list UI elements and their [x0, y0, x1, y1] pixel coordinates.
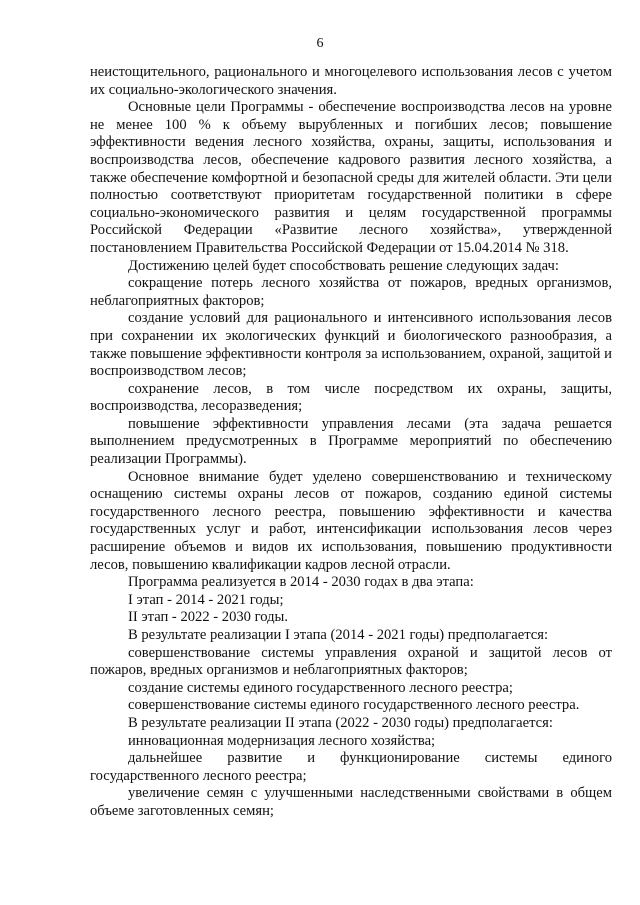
- paragraph-tasks-intro: Достижению целей будет способствовать решение следующих задач:: [128, 257, 559, 274]
- paragraph-stage-1-result-2: создание системы единого государственного лесного реестра;: [128, 679, 513, 696]
- paragraph-stage-2-result-3: увеличение семян с улучшенными наследственными свойствами в общем объеме заготовленных семян;: [90, 785, 612, 819]
- paragraph-task-2: создание условий для рационального и интенсивного использования лесов при сохранении их экологических функций и биологического разнообразия, а также повышение эффективности контроля за использованием, охраной, защитой и воспроизводством лесов;: [90, 310, 612, 380]
- paragraph-continuation: неистощительного, рационального и многоцелевого использования лесов с учетом их социально-экологического значения.: [90, 64, 612, 98]
- paragraph-stage-2-result-2: дальнейшее развитие и функционирование системы единого государственного лесного реестра;: [90, 750, 612, 784]
- paragraph-goals: Основные цели Программы - обеспечение воспроизводства лесов на уровне не менее 100 % к объему вырубленных и погибших лесов; повышение эффективности ведения лесного хозяйства, охраны, защиты, использования и воспроизводства лесов, обеспечение кадрового развития лесного хозяйства, а также обеспечение комфортной и безопасной среды для жителей области. Эти цели полностью соответствуют приоритетам государственной политики в сфере социально-экономического развития и целям государственной программы Российской Федерации «Развитие лесного хозяйства», утвержденной постановлением Правительства Российской Федерации от 15.04.2014 № 318.: [90, 99, 612, 256]
- paragraph-stage-1: I этап - 2014 - 2021 годы;: [128, 591, 284, 608]
- paragraph-main-focus: Основное внимание будет уделено совершенствованию и техническому оснащению системы охраны лесов от пожаров, созданию единой системы государственного лесного реестра, повышению эффективности и качества государственных услуг и работ, интенсификации использования лесов через расширение объемов и видов их использования, повышению продуктивности лесов, повышению квалификации кадров лесной отрасли.: [90, 468, 612, 573]
- paragraph-stage-1-result-3: совершенствование системы единого государственного лесного реестра.: [128, 697, 580, 714]
- paragraph-stages-intro: Программа реализуется в 2014 - 2030 годах в два этапа:: [128, 574, 474, 591]
- paragraph-stage-2-results-intro: В результате реализации II этапа (2022 - 2030 годы) предполагается:: [128, 714, 553, 731]
- paragraph-task-3: сохранение лесов, в том числе посредством их охраны, защиты, воспроизводства, лесоразведения;: [90, 380, 612, 415]
- page-number: 6: [316, 36, 324, 51]
- paragraph-stage-2-result-1: инновационная модернизация лесного хозяйства;: [128, 732, 436, 749]
- document-body: [90, 64, 612, 821]
- paragraph-task-4: повышение эффективности управления лесами (эта задача решается выполнением предусмотренных в Программе мероприятий по обеспечению реализации Программы).: [90, 415, 612, 468]
- paragraph-stage-1-results-intro: В результате реализации I этапа (2014 - 2021 годы) предполагается:: [128, 627, 549, 643]
- paragraph-stage-1-result-1: совершенствование системы управления охраной и защитой лесов от пожаров, вредных организмов и неблагоприятных факторов;: [90, 644, 612, 679]
- paragraph-stage-2: II этап - 2022 - 2030 годы.: [128, 609, 288, 626]
- paragraph-task-1: сокращение потерь лесного хозяйства от пожаров, вредных организмов, неблагоприятных факторов;: [90, 275, 612, 309]
